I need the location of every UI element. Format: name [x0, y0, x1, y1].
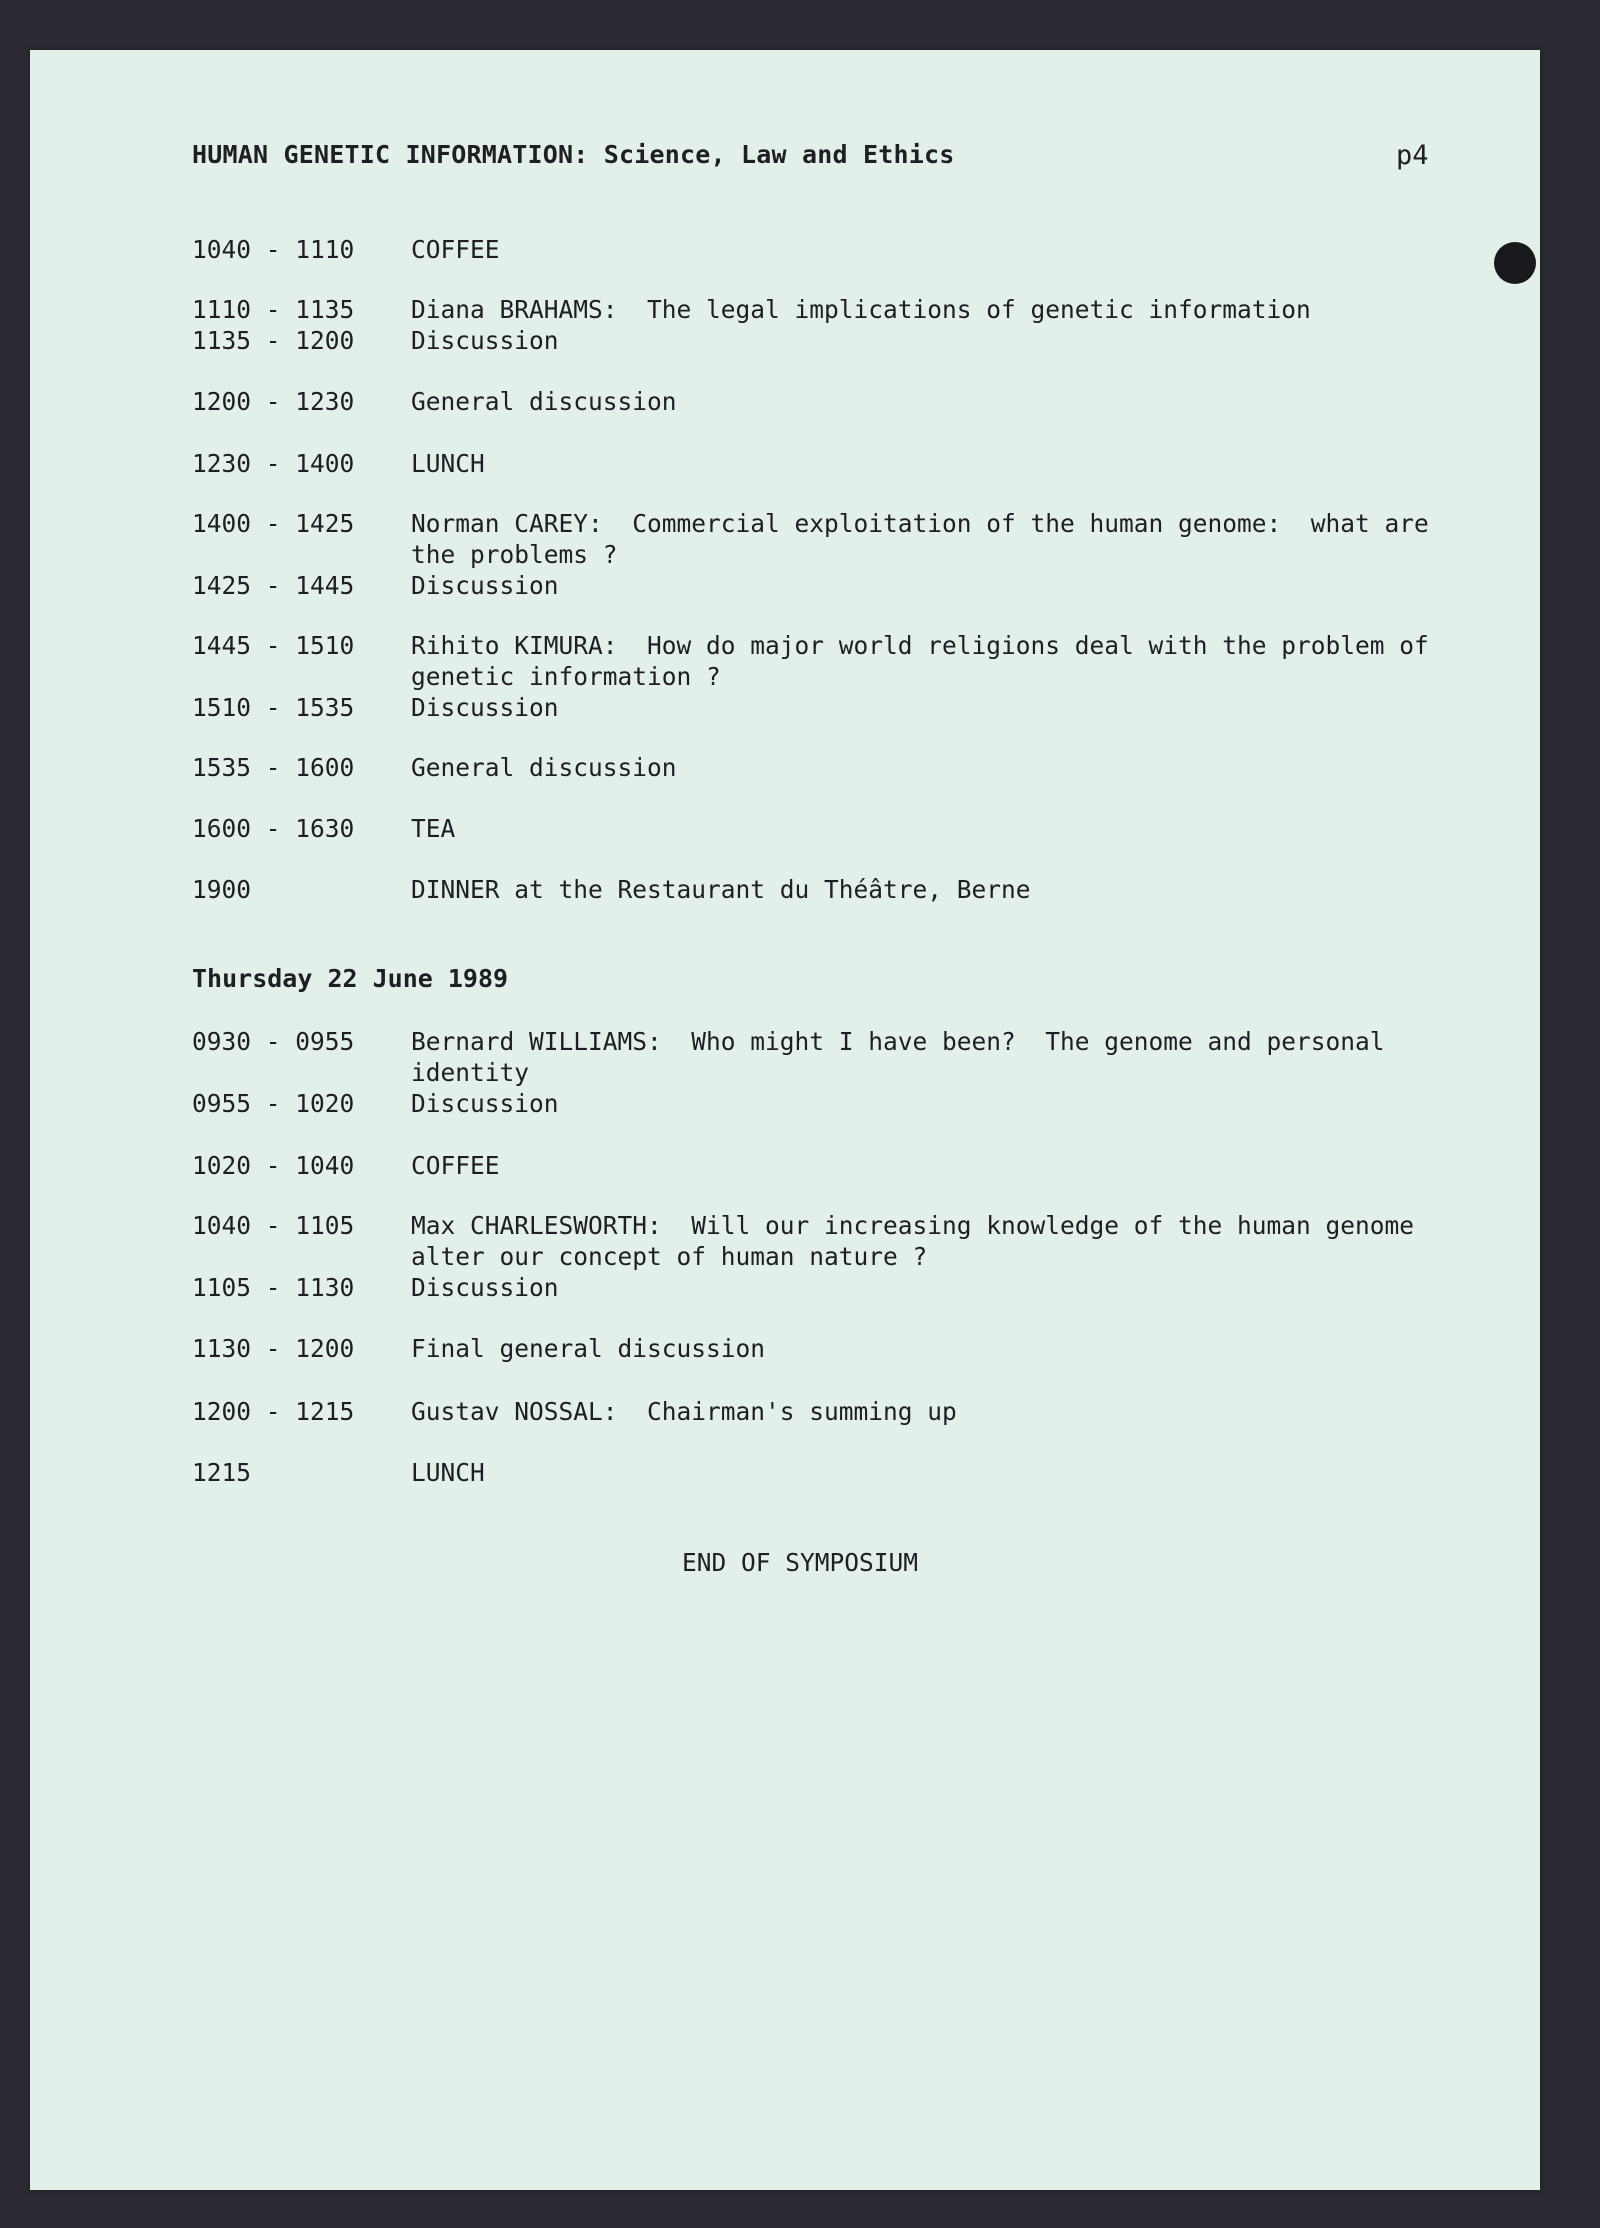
time-slot: 1510 - 1535 — [192, 693, 355, 722]
event-text: Bernard WILLIAMS: Who might I have been? The genome and personal identity — [411, 1027, 1400, 1087]
time-slot: 0955 - 1020 — [192, 1089, 355, 1118]
event-text: Norman CAREY: Commercial exploitation of the human genome: what are the problems ? — [411, 509, 1444, 569]
event-text: Discussion — [411, 1273, 559, 1302]
event-text: COFFEE — [411, 1151, 500, 1180]
event-text: General discussion — [411, 753, 677, 782]
event-text: General discussion — [411, 387, 677, 416]
time-slot: 1215 — [192, 1458, 252, 1487]
event-text: COFFEE — [411, 235, 500, 264]
punch-hole — [1494, 242, 1536, 284]
time-slot: 1400 - 1425 — [192, 509, 355, 538]
time-slot: 1135 - 1200 — [192, 326, 355, 355]
time-slot: 1110 - 1135 — [192, 295, 355, 324]
time-slot: 1105 - 1130 — [192, 1273, 355, 1302]
event-text: Gustav NOSSAL: Chairman's summing up — [411, 1397, 957, 1426]
time-slot: 1425 - 1445 — [192, 571, 355, 600]
end-of-symposium: END OF SYMPOSIUM — [681, 1548, 918, 1577]
day-heading: Thursday 22 June 1989 — [192, 964, 509, 993]
time-slot: 1230 - 1400 — [192, 449, 355, 478]
event-text: LUNCH — [411, 449, 485, 478]
time-slot: 1040 - 1105 — [192, 1211, 355, 1240]
event-text: Max CHARLESWORTH: Will our increasing knowledge of the human genome alter our concept of human nature ? — [411, 1211, 1429, 1271]
event-text: Final general discussion — [411, 1334, 766, 1363]
time-slot: 1130 - 1200 — [192, 1334, 355, 1363]
document-page — [30, 50, 1540, 2190]
event-text: LUNCH — [411, 1458, 485, 1487]
event-text: Discussion — [411, 1089, 559, 1118]
time-slot: 1200 - 1230 — [192, 387, 355, 416]
time-slot: 1600 - 1630 — [192, 814, 355, 843]
time-slot: 1900 — [192, 875, 252, 904]
time-slot: 0930 - 0955 — [192, 1027, 355, 1056]
time-slot: 1040 - 1110 — [192, 235, 355, 264]
time-slot: 1445 - 1510 — [192, 631, 355, 660]
time-slot: 1200 - 1215 — [192, 1397, 355, 1426]
event-text: Discussion — [411, 326, 559, 355]
event-text: Diana BRAHAMS: The legal implications of genetic information — [411, 295, 1311, 324]
document-title: HUMAN GENETIC INFORMATION: Science, Law and Ethics — [192, 140, 955, 169]
event-text: Discussion — [411, 571, 559, 600]
event-text: Rihito KIMURA: How do major world religions deal with the problem of genetic information ? — [411, 631, 1444, 691]
event-text: DINNER at the Restaurant du Théâtre, Berne — [411, 875, 1031, 904]
time-slot: 1535 - 1600 — [192, 753, 355, 782]
time-slot: 1020 - 1040 — [192, 1151, 355, 1180]
event-text: Discussion — [411, 693, 559, 722]
event-text: TEA — [411, 814, 456, 843]
page-number: p4 — [1396, 140, 1429, 171]
